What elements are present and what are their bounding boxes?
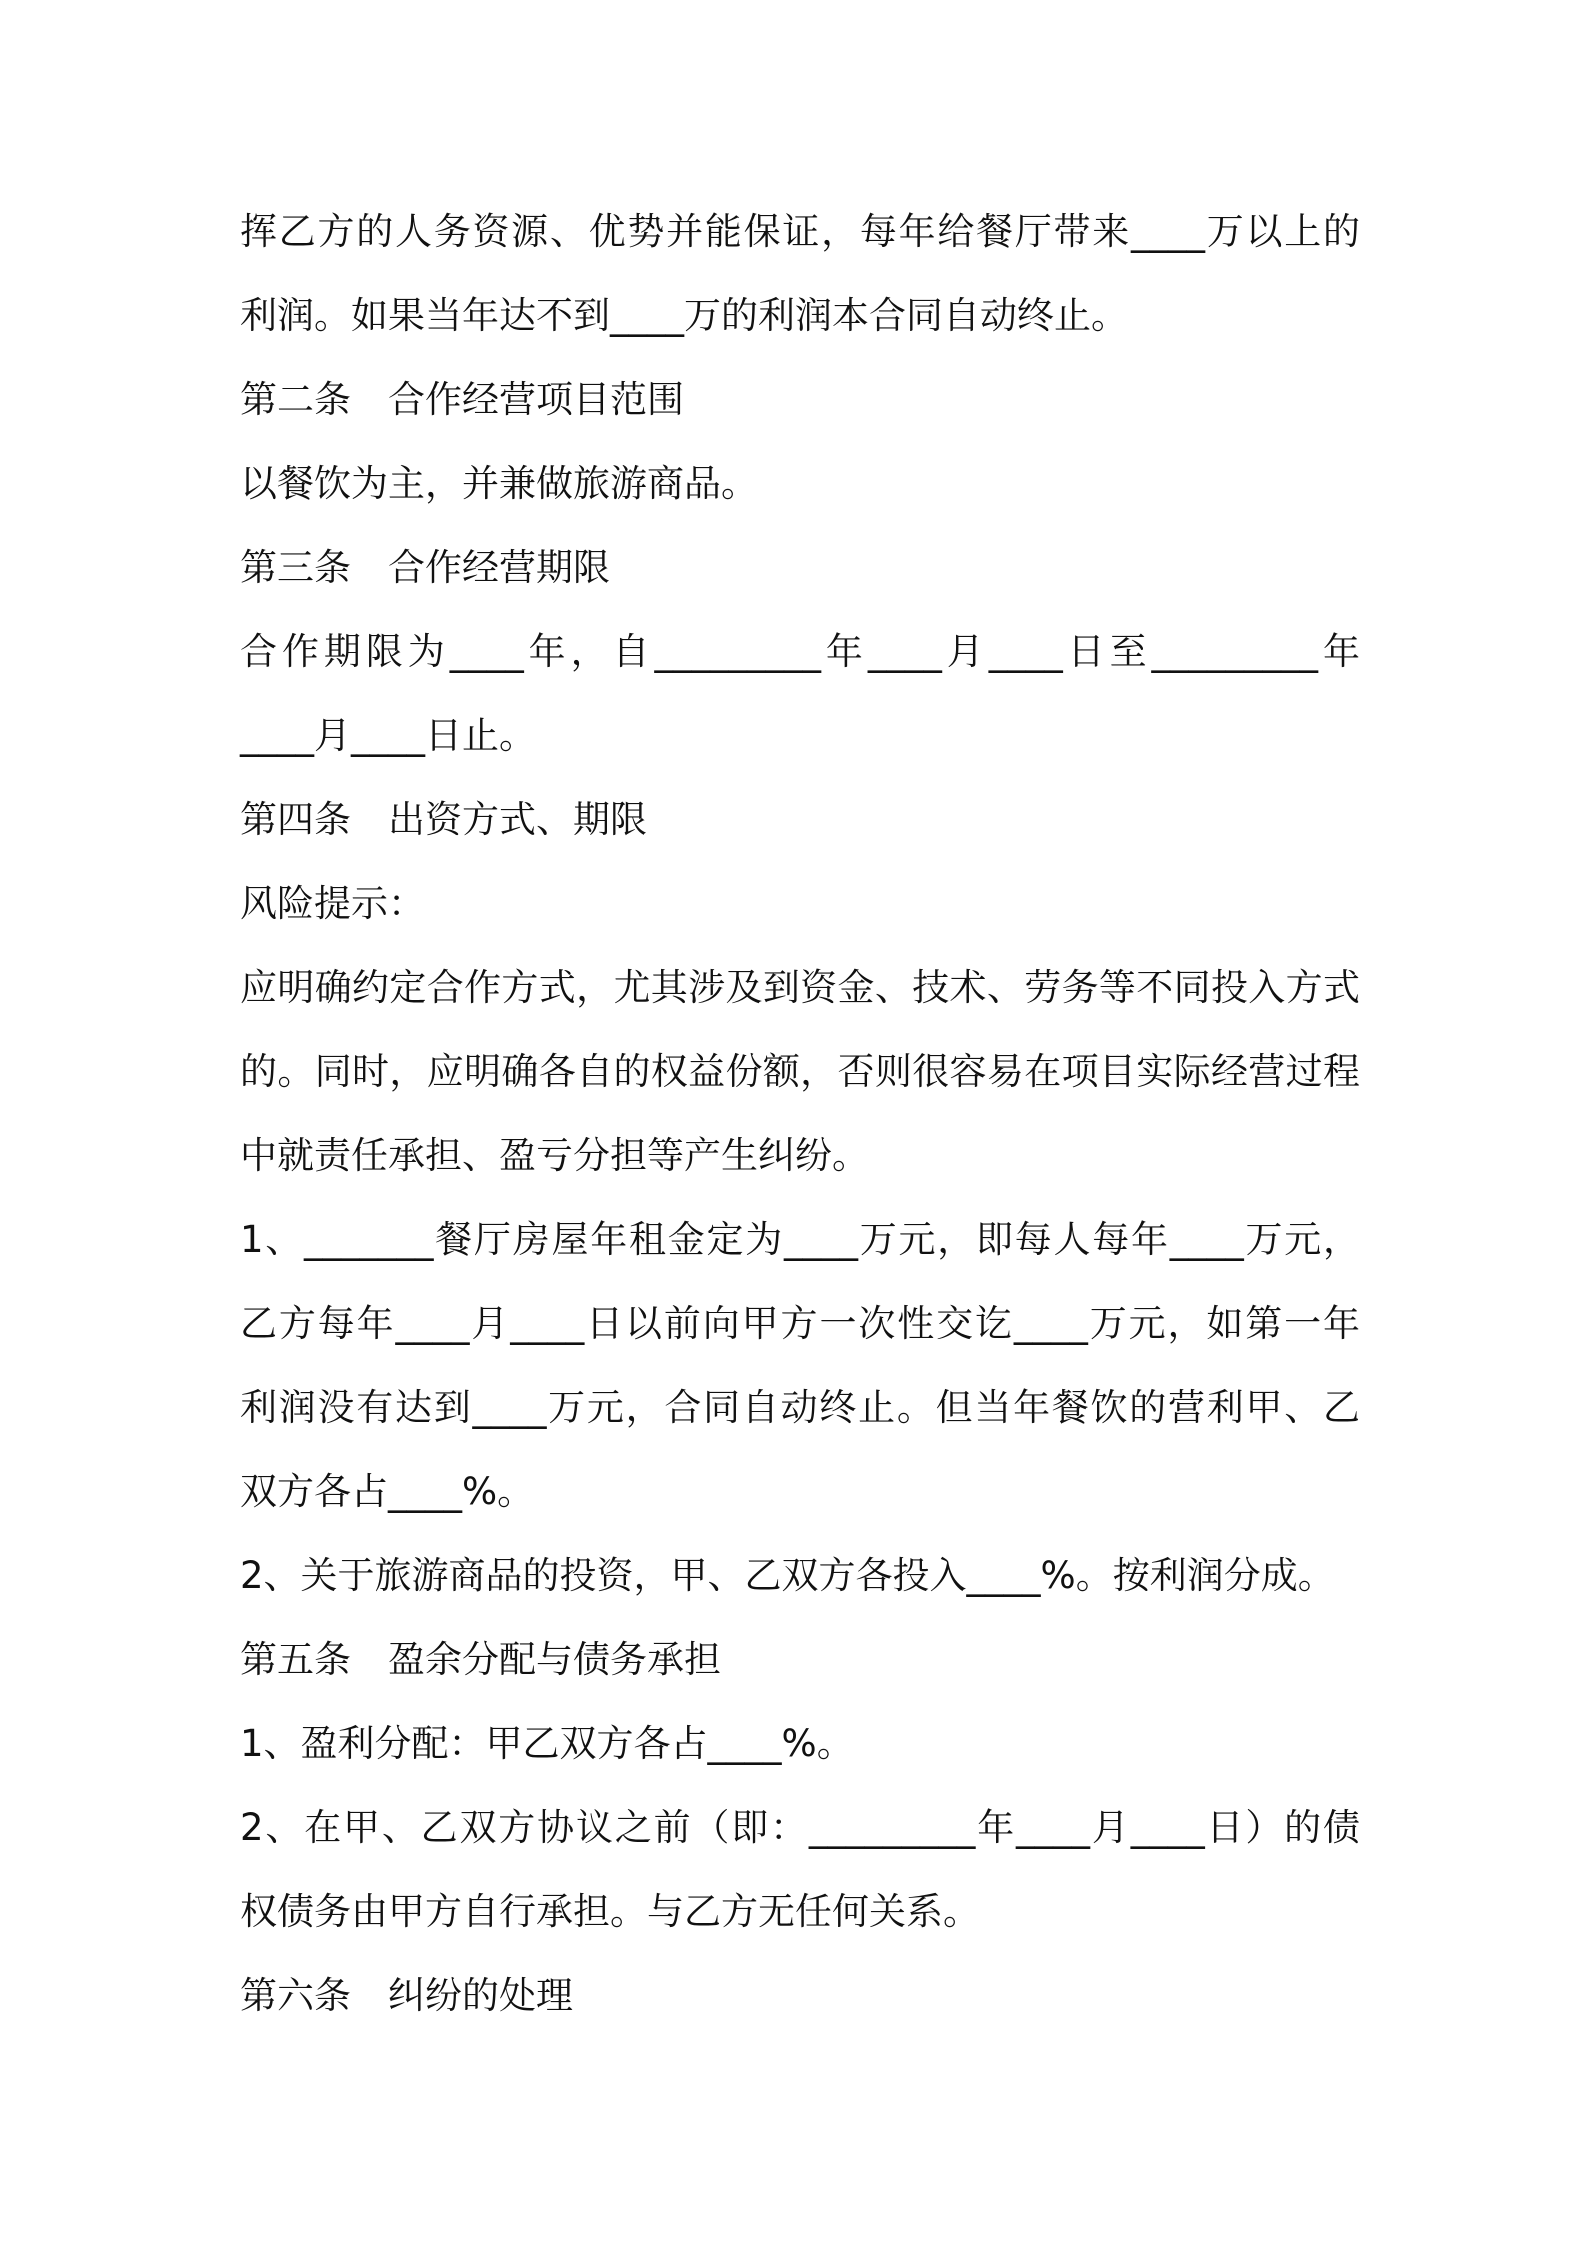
document-body: [240, 190, 1360, 2038]
paragraph-line: 合作期限为____年，自_________年____月____日至_________年: [240, 630, 1360, 673]
paragraph-line: ____月____日止。: [240, 714, 536, 757]
section-heading-5: 第五条 盈余分配与债务承担: [240, 1638, 721, 1681]
section-heading-3: 第三条 合作经营期限: [240, 546, 610, 589]
risk-notice-label: 风险提示：: [240, 882, 425, 925]
paragraph-line: 1、盈利分配：甲乙双方各占____%。: [240, 1722, 854, 1765]
paragraph-line: 挥乙方的人务资源、优势并能保证，每年给餐厅带来____万以上的: [240, 210, 1360, 253]
paragraph-line: 中就责任承担、盈亏分担等产生纠纷。: [240, 1134, 869, 1177]
paragraph-line: 的。同时，应明确各自的权益份额，否则很容易在项目实际经营过程: [240, 1050, 1360, 1093]
paragraph-line: 应明确约定合作方式，尤其涉及到资金、技术、劳务等不同投入方式: [240, 966, 1360, 1009]
paragraph-line: 权债务由甲方自行承担。与乙方无任何关系。: [240, 1890, 980, 1933]
paragraph-line: 2、关于旅游商品的投资，甲、乙双方各投入____%。按利润分成。: [240, 1554, 1335, 1597]
paragraph-line: 双方各占____%。: [240, 1470, 535, 1513]
paragraph-line: 2、在甲、乙双方协议之前（即：_________年____月____日）的债: [240, 1806, 1360, 1849]
section-heading-4: 第四条 出资方式、期限: [240, 798, 647, 841]
paragraph-line: 以餐饮为主，并兼做旅游商品。: [240, 462, 758, 505]
paragraph-line: 乙方每年____月____日以前向甲方一次性交讫____万元，如第一年: [240, 1302, 1360, 1345]
section-heading-2: 第二条 合作经营项目范围: [240, 378, 684, 421]
paragraph-line: 利润没有达到____万元，合同自动终止。但当年餐饮的营利甲、乙: [240, 1386, 1360, 1429]
paragraph-line: 利润。如果当年达不到____万的利润本合同自动终止。: [240, 294, 1128, 337]
section-heading-6: 第六条 纠纷的处理: [240, 1974, 573, 2017]
paragraph-line: 1、_______餐厅房屋年租金定为____万元，即每人每年____万元，: [240, 1218, 1360, 1261]
